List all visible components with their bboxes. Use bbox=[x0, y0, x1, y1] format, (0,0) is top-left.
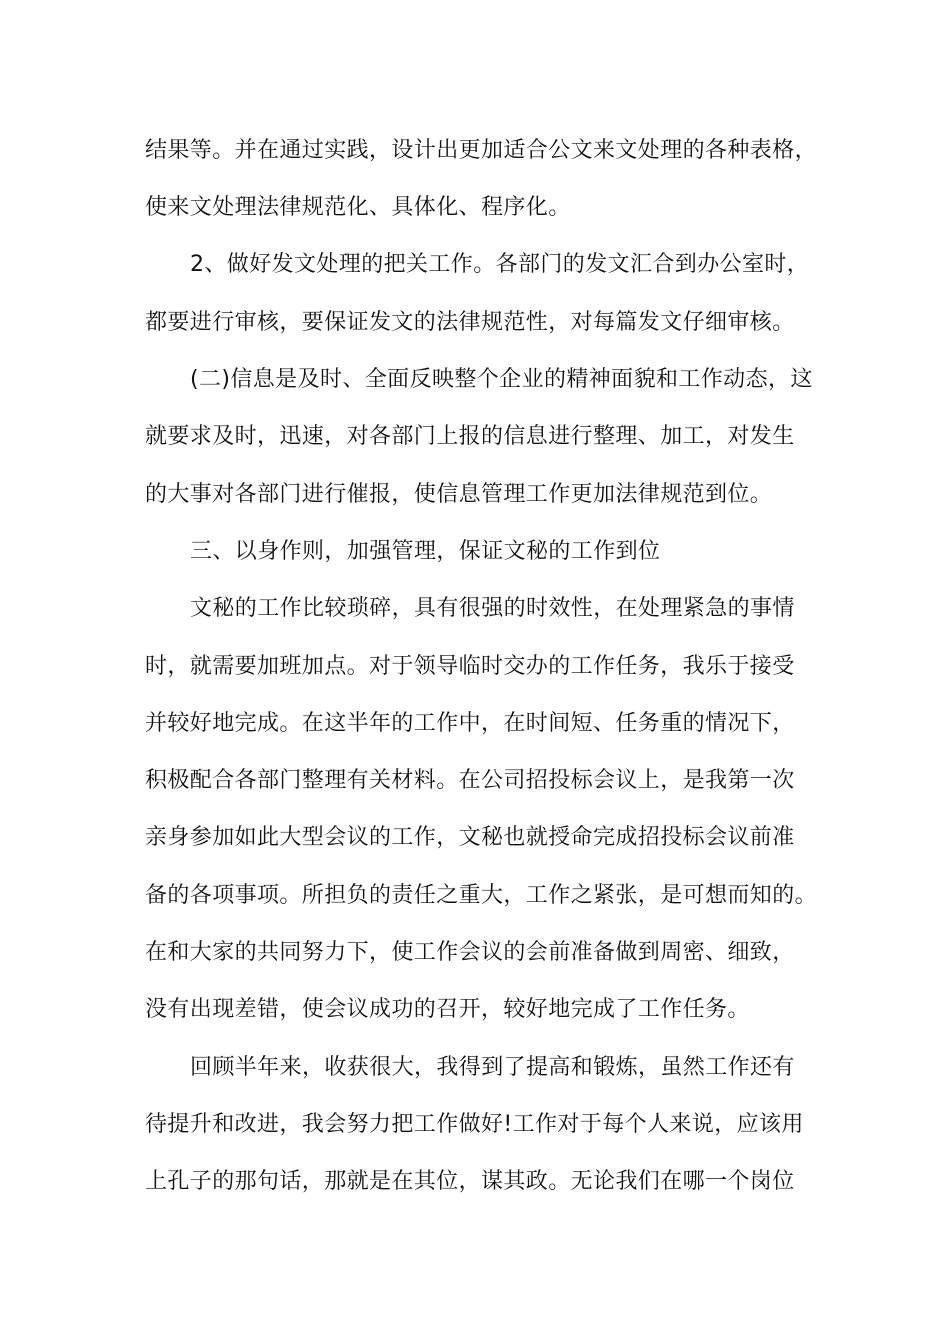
paragraph-start-line: 文秘的工作比较琐碎，具有很强的时效性，在处理紧急的事情 bbox=[190, 596, 795, 621]
paragraph-start-line: 2、做好发文处理的把关工作。各部门的发文汇合到办公室时， bbox=[190, 252, 810, 277]
text-line: 结果等。并在通过实践，设计出更加适合公文来文处理的各种表格， bbox=[145, 138, 818, 163]
text-line: 使来文处理法律规范化、具体化、程序化。 bbox=[145, 195, 571, 220]
text-line: 的大事对各部门进行催报，使信息管理工作更加法律规范到位。 bbox=[145, 482, 773, 507]
text-line: 积极配合各部门整理有关材料。在公司招投标会议上，是我第一次 bbox=[145, 768, 795, 793]
paragraph-start-line: (二)信息是及时、全面反映整个企业的精神面貌和工作动态，这 bbox=[190, 367, 813, 392]
text-line: 时，就需要加班加点。对于领导临时交办的工作任务，我乐于接受 bbox=[145, 654, 795, 679]
text-line: 并较好地完成。在这半年的工作中，在时间短、任务重的情况下， bbox=[145, 711, 795, 736]
text-line: 在和大家的共同努力下，使工作会议的会前准备做到周密、细致， bbox=[145, 940, 795, 965]
paragraph-start-line: 回顾半年来，收获很大，我得到了提高和锻炼，虽然工作还有 bbox=[190, 1055, 795, 1080]
text-line: 就要求及时，迅速，对各部门上报的信息进行整理、加工，对发生 bbox=[145, 424, 795, 449]
text-line: 备的各项事项。所担负的责任之重大，工作之紧张，是可想而知的。 bbox=[145, 883, 818, 908]
text-line: 待提升和改进，我会努力把工作做好!工作对于每个人来说，应该用 bbox=[145, 1112, 804, 1137]
text-line: 都要进行审核，要保证发文的法律规范性，对每篇发文仔细审核。 bbox=[145, 310, 795, 335]
text-line: 亲身参加如此大型会议的工作，文秘也就授命完成招投标会议前准 bbox=[145, 825, 795, 850]
section-heading: 三、以身作则，加强管理，保证文秘的工作到位 bbox=[190, 539, 661, 564]
text-line: 没有出现差错，使会议成功的召开，较好地完成了工作任务。 bbox=[145, 997, 750, 1022]
text-line: 上孔子的那句话，那就是在其位，谋其政。无论我们在哪一个岗位 bbox=[145, 1169, 795, 1194]
